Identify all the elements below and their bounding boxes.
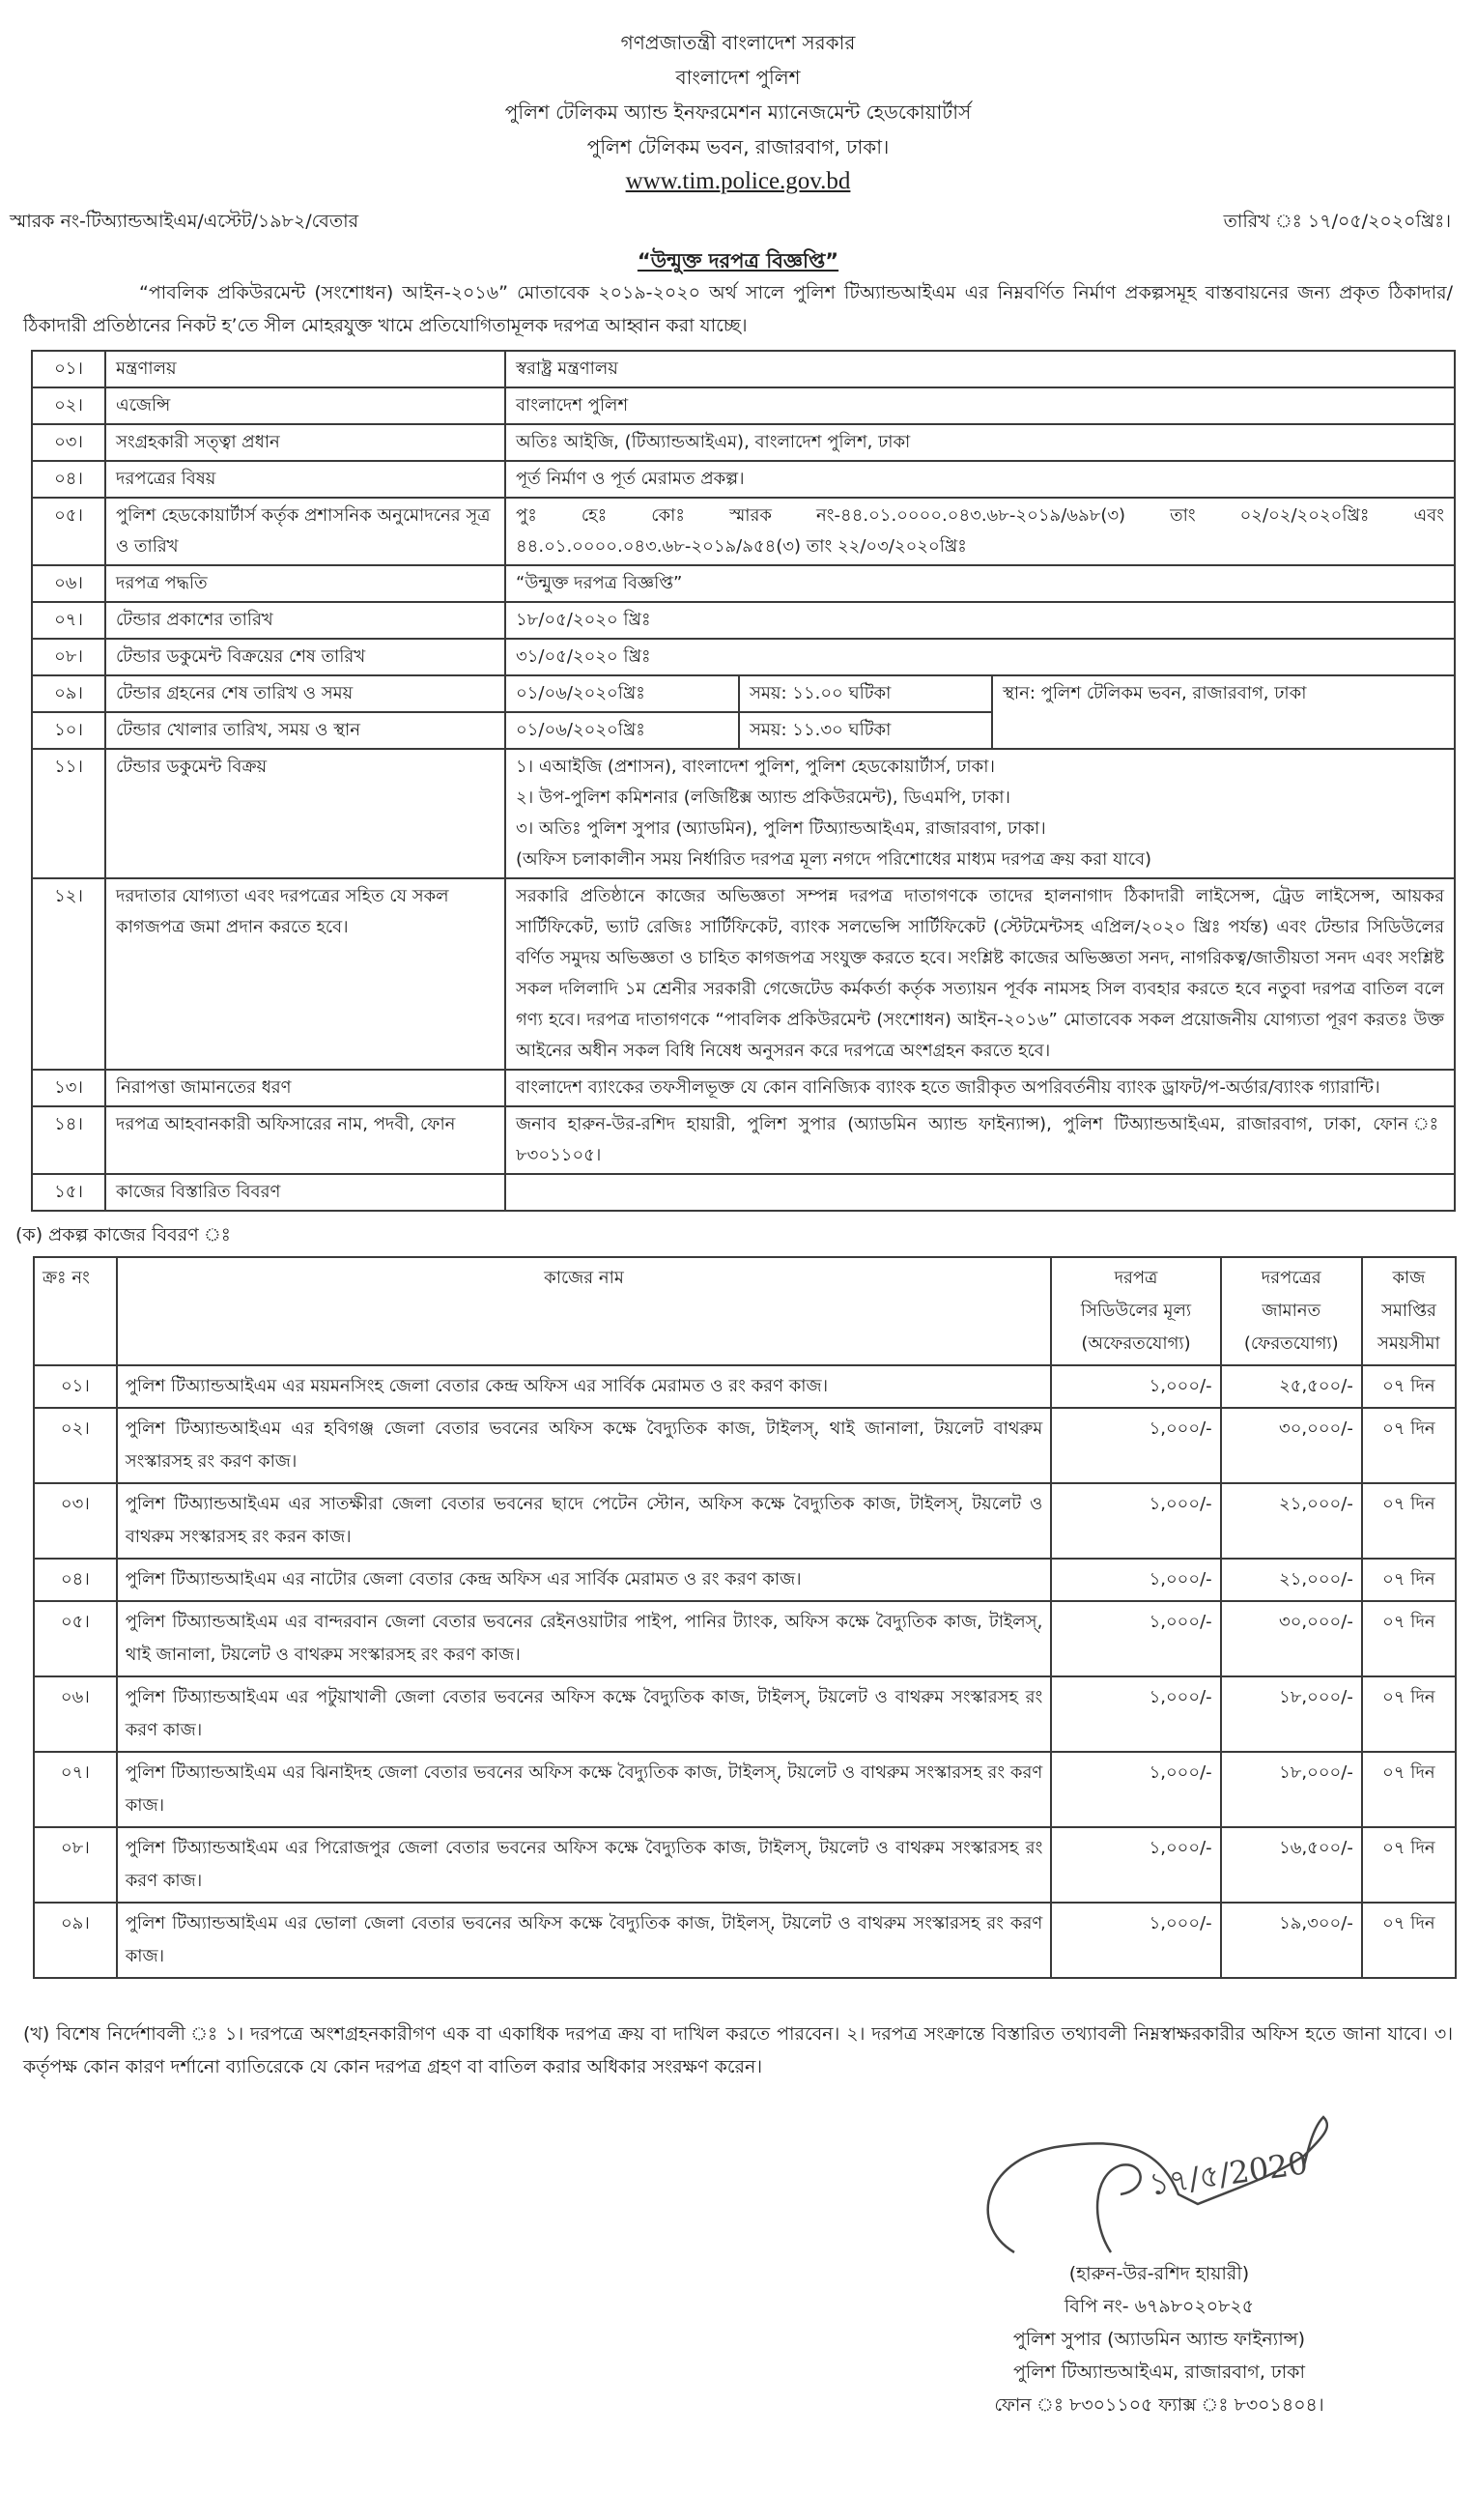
work-name: পুলিশ টিঅ্যান্ডআইএম এর হবিগঞ্জ জেলা বেতার ভবনের অফিস কক্ষে বৈদ্যুতিক কাজ, টাইলস্, থাই জানালা, টয়লেট বাথরুম সংস্কারসহ রং করণ কাজ। [117,1408,1052,1483]
info-label: কাজের বিস্তারিত বিবরণ [105,1174,505,1211]
header-security-line: দরপত্রের [1261,1268,1321,1288]
work-duration: ০৭ দিন [1362,1752,1456,1827]
info-serial: ০৭। [32,602,105,639]
work-schedule-price: ১,০০০/- [1051,1483,1220,1559]
header-schedule-price-line: দরপত্র [1114,1268,1158,1288]
work-security: ১৬,৫০০/- [1221,1827,1362,1903]
govt-name: গণপ্রজাতন্ত্রী বাংলাদেশ সরকার [620,31,856,54]
info-value: বাংলাদেশ ব্যাংকের তফসীলভূক্ত যে কোন বানিজ্যিক ব্যাংক হতে জারীকৃত অপরিবর্তনীয় ব্যাংক ড্রাফট/প-অর্ডার/ব্যাংক গ্যারান্টি। [505,1070,1455,1106]
work-security: ২১,০০০/- [1221,1559,1362,1601]
work-row [34,1408,1456,1483]
work-schedule-price: ১,০০০/- [1051,1408,1220,1483]
info-serial: ০৩। [32,424,105,461]
work-name: পুলিশ টিঅ্যান্ডআইএম এর পটুয়াখালী জেলা বেতার ভবনের অফিস কক্ষে বৈদ্যুতিক কাজ, টাইলস্, টয়লেট ও বাথরুম সংস্কারসহ রং করণ কাজ। [117,1676,1052,1752]
info-serial: ০৮। [32,639,105,675]
header-duration-line: কাজ [1392,1268,1426,1288]
work-row [34,1483,1456,1559]
info-label: পুলিশ হেডকোয়ার্টার্স কর্তৃক প্রশাসনিক অনুমোদনের সূত্র ও তারিখ [105,498,505,565]
work-name: পুলিশ টিঅ্যান্ডআইএম এর ময়মনসিংহ জেলা বেতার কেন্দ্র অফিস এর সার্বিক মেরামত ও রং করণ কাজ। [117,1365,1052,1408]
work-name: পুলিশ টিঅ্যান্ডআইএম এর পিরোজপুর জেলা বেতার ভবনের অফিস কক্ষে বৈদ্যুতিক কাজ, টাইলস্, টয়লেট ও বাথরুম সংস্কারসহ রং করণ কাজ। [117,1827,1052,1903]
work-row [34,1601,1456,1676]
work-schedule-price: ১,০০০/- [1051,1365,1220,1408]
work-schedule-price: ১,০০০/- [1051,1752,1220,1827]
work-row [34,1365,1456,1408]
info-value: জনাব হারুন-উর-রশিদ হায়ারী, পুলিশ সুপার (অ্যাডমিন অ্যান্ড ফাইন্যান্স), পুলিশ টিঅ্যান্ডআইএম, রাজারবাগ, ঢাকা, ফোন ঃ ৮৩০১১০৫। [505,1106,1455,1174]
header-security-line: জামানত [1262,1301,1321,1321]
info-row [32,675,1455,712]
info-label: দরপত্র আহবানকারী অফিসারের নাম, পদবী, ফোন [105,1106,505,1174]
work-schedule-price: ১,০০০/- [1051,1676,1220,1752]
work-row [34,1559,1456,1601]
work-security: ১৯,৩০০/- [1221,1903,1362,1978]
work-duration: ০৭ দিন [1362,1483,1456,1559]
info-serial: ০৫। [32,498,105,565]
work-serial: ০৭। [34,1752,117,1827]
work-name: পুলিশ টিঅ্যান্ডআইএম এর ঝিনাইদহ জেলা বেতার ভবনের অফিস কক্ষে বৈদ্যুতিক কাজ, টাইলস্, টয়লেট ও বাথরুম সংস্কারসহ রং করণ কাজ। [117,1752,1052,1827]
info-serial: ০৯। [32,675,105,712]
work-row [34,1827,1456,1903]
info-value: সরকারি প্রতিষ্ঠানে কাজের অভিজ্ঞতা সম্পন্ন দরপত্র দাতাগণকে তাদের হালনাগাদ ঠিকাদারী লাইসেন্স, ট্রেড লাইসেন্স, আয়কর সার্টিফিকেট, ভ্যাট রেজিঃ সার্টিফিকেট, ব্যাংক সলভেন্সি সার্টিফিকেট (স্টেটমেন্টসহ এপ্রিল/২০২০ খ্রিঃ পর্যন্ত) এবং টেন্ডার সিডিউলের বর্ণিত সমুদয় অভিজ্ঞতা ও চাহিত কাগজপত্র সংযুক্ত করতে হবে। সংশ্লিষ্ট কাজের অভিজ্ঞতা সনদ, নাগরিকত্ব/জাতীয়তা সনদ এবং সংশ্লিষ্ট সকল দলিলাদি ১ম শ্রেনীর সরকারী গেজেটেড কর্মকর্তা কর্তৃক সত্যায়ন পূর্বক নামসহ সিল ব্যবহার করতে হবে নতুবা দরপত্র বাতিল বলে গণ্য হবে। দরপত্র দাতাগণকে “পাবলিক প্রকিউরমেন্ট (সংশোধন) আইন-২০১৬” মোতাবেক সকল প্রয়োজনীয় যোগ্যতা পূরণ করতঃ উক্ত আইনের অধীন সকল বিধি নিষেধ অনুসরন করে দরপত্রে অংশগ্রহন করতে হবে। [505,878,1455,1070]
hq-address: পুলিশ টেলিকম ভবন, রাজারবাগ, ঢাকা। [586,135,890,158]
header-serial: ক্রঃ নং [34,1257,117,1365]
notice-title: “উন্মুক্ত দরপত্র বিজ্ঞপ্তি” [637,249,839,272]
info-value [505,749,1455,878]
work-serial: ০৮। [34,1827,117,1903]
info-row [32,1106,1455,1174]
info-serial: ১০। [32,712,105,749]
signatory-contact: ফোন ঃ ৮৩০১১০৫ ফ্যাক্স ঃ ৮৩০১৪০৪। [994,2394,1324,2416]
info-row [32,1070,1455,1106]
info-value-line: ৩। অতিঃ পুলিশ সুপার (অ্যাডমিন), পুলিশ টিঅ্যান্ডআইএম, রাজারবাগ, ঢাকা। [516,818,1046,839]
info-value-line: (অফিস চলাকালীন সময় নির্ধারিত দরপত্র মূল্য নগদে পরিশোধের মাধ্যম দরপত্র ক্রয় করা যাবে) [516,849,1151,870]
header-schedule-price [1051,1257,1220,1365]
info-row [32,1174,1455,1211]
signatory-designation: পুলিশ সুপার (অ্যাডমিন অ্যান্ড ফাইন্যান্স) [1012,2329,1306,2350]
memo-date: তারিখ ঃ ১৭/০৫/২০২০খ্রিঃ। [1223,211,1451,232]
info-label: মন্ত্রণালয় [105,351,505,387]
work-name: পুলিশ টিঅ্যান্ডআইএম এর বান্দরবান জেলা বেতার ভবনের রেইনওয়াটার পাইপ, পানির ট্যাংক, অফিস কক্ষে বৈদ্যুতিক কাজ, টাইলস্, থাই জানালা, টয়লেট ও বাথরুম সংস্কারসহ রং করণ কাজ। [117,1601,1052,1676]
work-security: ২৫,৫০০/- [1221,1365,1362,1408]
header-schedule-price-line: (অফেরতযোগ্য) [1081,1333,1191,1354]
info-row [32,749,1455,878]
work-serial: ০৯। [34,1903,117,1978]
header-work-name: কাজের নাম [117,1257,1052,1365]
work-schedule-price: ১,০০০/- [1051,1559,1220,1601]
info-serial: ০৪। [32,461,105,498]
work-name: পুলিশ টিঅ্যান্ডআইএম এর সাতক্ষীরা জেলা বেতার ভবনের ছাদে পেটেন স্টোন, অফিস কক্ষে বৈদ্যুতিক কাজ, টাইলস্, টয়লেট ও বাথরুম সংস্কারসহ রং করন কাজ। [117,1483,1052,1559]
info-label: দরপত্রের বিষয় [105,461,505,498]
info-value: ১৮/০৫/২০২০ খ্রিঃ [505,602,1455,639]
info-serial: ০১। [32,351,105,387]
work-serial: ০৫। [34,1601,117,1676]
signatory-name: (হারুন-উর-রশিদ হায়ারী) [1068,2263,1250,2284]
work-serial: ০৩। [34,1483,117,1559]
info-row [32,878,1455,1070]
info-row [32,424,1455,461]
work-schedule-price: ১,০০০/- [1051,1903,1220,1978]
info-label: নিরাপত্তা জামানতের ধরণ [105,1070,505,1106]
info-row [32,387,1455,424]
info-serial: ১১। [32,749,105,878]
work-duration: ০৭ দিন [1362,1827,1456,1903]
info-value: পূর্ত নির্মাণ ও পূর্ত মেরামত প্রকল্প। [505,461,1455,498]
info-date: ০১/০৬/২০২০খ্রিঃ [505,675,739,712]
info-place: স্থান: পুলিশ টেলিকম ভবন, রাজারবাগ, ঢাকা [992,675,1455,749]
work-duration: ০৭ দিন [1362,1601,1456,1676]
info-value: “উন্মুক্ত দরপত্র বিজ্ঞপ্তি” [505,565,1455,602]
header-security-line: (ফেরতযোগ্য) [1243,1333,1339,1354]
info-label: টেন্ডার ডকুমেন্ট বিক্রয়ের শেষ তারিখ [105,639,505,675]
intro-paragraph: “পাবলিক প্রকিউরমেন্ট (সংশোধন) আইন-২০১৬” মোতাবেক ২০১৯-২০২০ অর্থ সালে পুলিশ টিঅ্যান্ডআইএম এর নিম্নবর্ণিত নির্মাণ প্রকল্পসমূহ বাস্তবায়নের জন্য প্রকৃত ঠিকাদার/ঠিকাদারী প্রতিষ্ঠানের নিকট হ’তে সীল মোহরযুক্ত খামে প্রতিযোগিতামূলক দরপত্র আহ্বান করা যাচ্ছে। [23,282,1453,336]
info-row [32,351,1455,387]
signature-area [927,2112,1430,2257]
info-value: অতিঃ আইজি, (টিঅ্যান্ডআইএম), বাংলাদেশ পুলিশ, ঢাকা [505,424,1455,461]
work-duration: ০৭ দিন [1362,1408,1456,1483]
info-label: দরদাতার যোগ্যতা এবং দরপত্রের সহিত যে সকল কাগজপত্র জমা প্রদান করতে হবে। [105,878,505,1070]
work-duration: ০৭ দিন [1362,1365,1456,1408]
info-label: টেন্ডার প্রকাশের তারিখ [105,602,505,639]
work-row [34,1676,1456,1752]
work-security: ২১,০০০/- [1221,1483,1362,1559]
info-date: ০১/০৬/২০২০খ্রিঃ [505,712,739,749]
info-label: টেন্ডার গ্রহনের শেষ তারিখ ও সময় [105,675,505,712]
info-value: স্বরাষ্ট্র মন্ত্রণালয় [505,351,1455,387]
info-label: দরপত্র পদ্ধতি [105,565,505,602]
work-serial: ০৬। [34,1676,117,1752]
work-row [34,1903,1456,1978]
info-row [32,498,1455,565]
work-serial: ০২। [34,1408,117,1483]
header-duration-line: সময়সীমা [1377,1333,1440,1354]
works-table [33,1256,1457,1979]
works-header-row [34,1257,1456,1365]
work-row [34,1752,1456,1827]
info-serial: ১২। [32,878,105,1070]
info-value: ৩১/০৫/২০২০ খ্রিঃ [505,639,1455,675]
info-time: সময়: ১১.৩০ ঘটিকা [739,712,992,749]
info-row [32,639,1455,675]
work-schedule-price: ১,০০০/- [1051,1827,1220,1903]
info-value: পুঃ হেঃ কোঃ স্মারক নং-৪৪.০১.০০০০.০৪৩.৬৮-২০১৯/৬৯৮(৩) তাং ০২/০২/২০২০খ্রিঃ এবং ৪৪.০১.০০০০.০৪৩.৬৮-২০১৯/৯৫৪(৩) তাং ২২/০৩/২০২০খ্রিঃ [505,498,1455,565]
work-security: ১৮,০০০/- [1221,1676,1362,1752]
work-duration: ০৭ দিন [1362,1676,1456,1752]
info-row [32,602,1455,639]
work-serial: ০৪। [34,1559,117,1601]
org-name: বাংলাদেশ পুলিশ [675,66,801,89]
info-value: বাংলাদেশ পুলিশ [505,387,1455,424]
work-name: পুলিশ টিঅ্যান্ডআইএম এর নাটোর জেলা বেতার কেন্দ্র অফিস এর সার্বিক মেরামত ও রং করণ কাজ। [117,1559,1052,1601]
info-serial: ১৪। [32,1106,105,1174]
signature-date: ১৭/৫/2020 [1147,2144,1311,2203]
special-instructions: (খ) বিশেষ নির্দেশাবলী ঃ ১। দরপত্রে অংশগ্রহনকারীগণ এক বা একাধিক দরপত্র ক্রয় বা দাখিল করতে পারবেন। ২। দরপত্র সংক্রান্তে বিস্তারিত তথ্যাবলী নিম্নস্বাক্ষরকারীর অফিস হতে জানা যাবে। ৩। কর্তৃপক্ষ কোন কারণ দর্শানো ব্যাতিরেকে যে কোন দরপত্র গ্রহণ বা বাতিল করার অধিকার সংরক্ষণ করেন। [23,2023,1453,2077]
header-schedule-price-line: সিডিউলের মূল্য [1080,1301,1192,1321]
info-row [32,565,1455,602]
work-name: পুলিশ টিঅ্যান্ডআইএম এর ভোলা জেলা বেতার ভবনের অফিস কক্ষে বৈদ্যুতিক কাজ, টাইলস্, টয়লেট ও বাথরুম সংস্কারসহ রং করণ কাজ। [117,1903,1052,1978]
work-duration: ০৭ দিন [1362,1903,1456,1978]
work-duration: ০৭ দিন [1362,1559,1456,1601]
work-serial: ০১। [34,1365,117,1408]
memo-reference: স্মারক নং-টিঅ্যান্ডআইএম/এস্টেট/১৯৮২/বেতার [10,211,359,232]
works-caption: (ক) প্রকল্প কাজের বিবরণ ঃ [15,1224,231,1246]
header-duration-line: সমাপ্তির [1380,1301,1436,1321]
header-duration [1362,1257,1456,1365]
work-schedule-price: ১,০০০/- [1051,1601,1220,1676]
header-security [1221,1257,1362,1365]
info-label: সংগ্রহকারী সত্ত্বা প্রধান [105,424,505,461]
info-value-line: ২। উপ-পুলিশ কমিশনার (লজিষ্টিক্স অ্যান্ড প্রকিউরমেন্ট), ডিএমপি, ঢাকা। [516,788,1010,808]
info-label: এজেন্সি [105,387,505,424]
work-security: ১৮,০০০/- [1221,1752,1362,1827]
info-time: সময়: ১১.০০ ঘটিকা [739,675,992,712]
info-label: টেন্ডার খোলার তারিখ, সময় ও স্থান [105,712,505,749]
info-value-line: ১। এআইজি (প্রশাসন), বাংলাদেশ পুলিশ, পুলিশ হেডকোয়ার্টার্স, ঢাকা। [516,757,995,777]
info-serial: ১৩। [32,1070,105,1106]
info-row [32,461,1455,498]
hq-name: পুলিশ টেলিকম অ্যান্ড ইনফরমেশন ম্যানেজমেন্ট হেডকোয়ার্টার্স [504,100,972,124]
info-serial: ০২। [32,387,105,424]
work-security: ৩০,০০০/- [1221,1601,1362,1676]
info-label: টেন্ডার ডকুমেন্ট বিক্রয় [105,749,505,878]
signatory-office: পুলিশ টিঅ্যান্ডআইএম, রাজারবাগ, ঢাকা [1013,2362,1305,2383]
work-security: ৩০,০০০/- [1221,1408,1362,1483]
signatory-bp-number: বিপি নং- ৬৭৯৮০২০৮২৫ [1064,2296,1255,2317]
tender-info-table [31,350,1456,1212]
info-value [505,1174,1455,1211]
info-serial: ১৫। [32,1174,105,1211]
memo-row [0,206,1476,244]
website-link[interactable]: www.tim.police.gov.bd [625,168,851,194]
info-serial: ০৬। [32,565,105,602]
